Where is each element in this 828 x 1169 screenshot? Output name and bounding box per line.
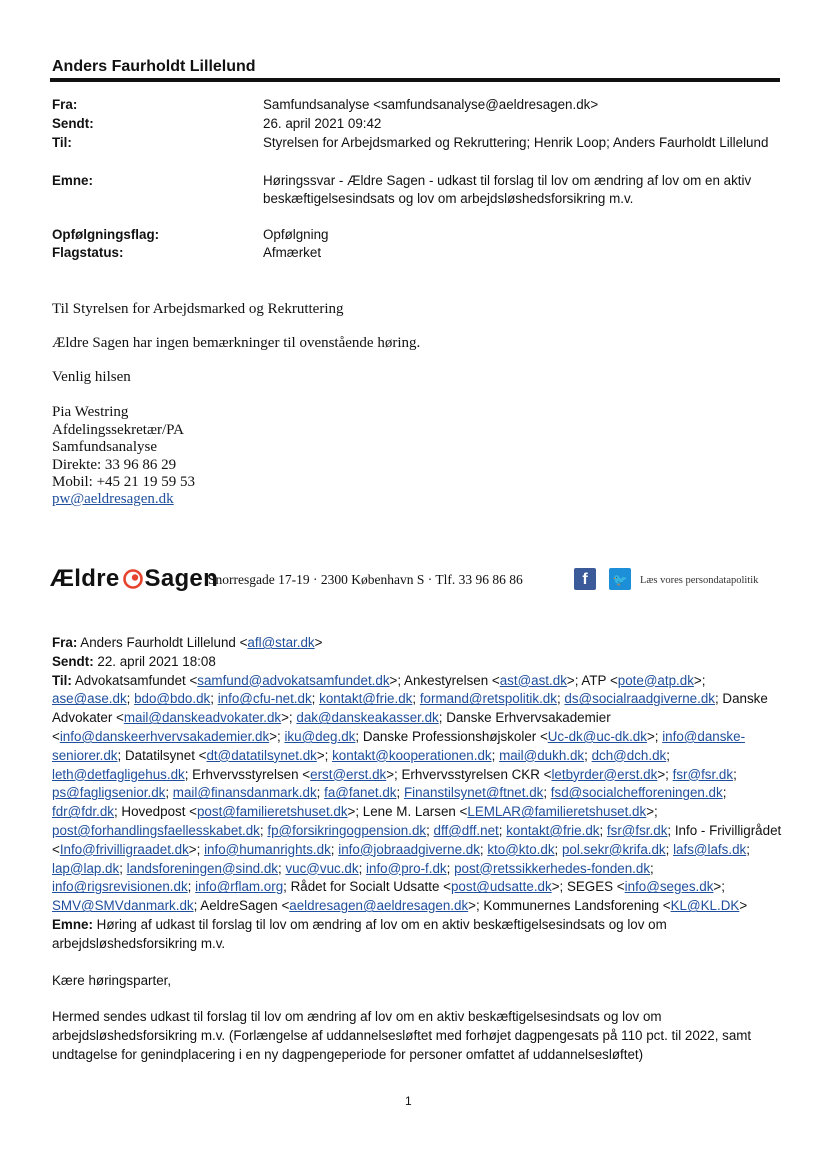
recipient-email-link[interactable]: SMV@SMVdanmark.dk xyxy=(52,898,194,914)
recipient-text: ; xyxy=(722,785,727,801)
recipient-text: ; Hovedpost < xyxy=(113,804,197,820)
recipient-text: ; Danske Erhvervsakademier < xyxy=(52,710,611,744)
message-body: Ældre Sagen har ingen bemærkninger til ovenstående høring. xyxy=(52,335,421,351)
meta-sent-label: Sendt: xyxy=(52,116,94,131)
recipient-text: ; xyxy=(210,691,218,707)
recipient-email-link[interactable]: bdo@bdo.dk xyxy=(134,691,211,707)
message-greeting: Til Styrelsen for Arbejdsmarked og Rekruttering xyxy=(52,301,344,317)
forwarded-subject-line xyxy=(52,916,782,954)
recipient-text: ; Info - Frivilligrådet < xyxy=(52,822,782,857)
recipient-text: >; xyxy=(657,766,673,782)
signature-title: Afdelingssekretær/PA xyxy=(52,422,184,438)
recipient-email-link[interactable]: pol.sekr@krifa.dk xyxy=(561,841,666,857)
recipient-email-link[interactable]: post@familieretshuset.dk xyxy=(196,804,348,820)
forwarded-subject-label: Emne: xyxy=(52,916,93,932)
sender-name: Anders Faurholdt Lillelund xyxy=(52,58,256,75)
recipient-email-link[interactable]: info@seges.dk xyxy=(624,879,714,895)
logo-word-right: Sagen xyxy=(144,565,219,592)
recipient-text: ; Danske Professionshøjskoler < xyxy=(355,728,548,744)
recipient-email-link[interactable]: LEMLAR@familieretshuset.dk xyxy=(467,804,647,820)
recipient-text: ; xyxy=(665,841,674,857)
meta-from-row xyxy=(52,96,782,114)
recipient-email-link[interactable]: formand@retspolitik.dk xyxy=(419,691,557,707)
recipient-text: >; xyxy=(281,710,297,726)
recipient-text: ; Datatilsynet < xyxy=(117,747,207,763)
forwarded-subject-value: Høring af udkast til forslag til lov om ændring af lov om en aktiv beskæftigelsesindsats og lov om arbejdsløshedsforsikring m.v. xyxy=(52,916,667,951)
recipient-text: ; xyxy=(119,860,127,876)
recipient-text: >; xyxy=(188,841,205,857)
recipient-email-link[interactable]: lap@lap.dk xyxy=(52,860,120,876)
recipient-text: ; xyxy=(126,691,135,707)
meta-from-label: Fra: xyxy=(52,97,78,112)
logo-word-left: Ældre xyxy=(50,565,120,592)
recipient-text: >; Lene M. Larsen < xyxy=(347,804,468,820)
meta-subject-value: Høringssvar - Ældre Sagen - udkast til forslag til lov om ændring af lov om en aktiv beskæftigelsesindsats og lov om arbejdsløshedsforsikring m.v. xyxy=(263,173,752,206)
recipient-email-link[interactable]: iku@deg.dk xyxy=(284,728,356,744)
recipient-text: ; xyxy=(556,691,565,707)
recipient-text: ; AeldreSagen < xyxy=(193,898,290,914)
meta-flagstatus-row xyxy=(52,244,782,262)
recipient-text: ; xyxy=(666,747,670,763)
recipient-email-link[interactable]: info@pro-f.dk xyxy=(366,860,447,876)
recipient-text: Advokatsamfundet < xyxy=(71,672,198,688)
recipient-email-link[interactable]: kontakt@frie.dk xyxy=(319,691,413,707)
forwarded-recipients xyxy=(52,672,782,916)
recipient-text: ; Danske Advokater < xyxy=(52,691,768,726)
recipient-text: >; xyxy=(693,672,706,688)
recipient-text: ; xyxy=(277,860,286,876)
recipient-email-link[interactable]: post@retssikkerhedes-fonden.dk xyxy=(454,860,651,876)
recipient-email-link[interactable]: fsr@fsr.dk xyxy=(606,822,668,838)
recipient-text: >; SEGES < xyxy=(551,879,625,895)
forwarded-body: Hermed sendes udkast til forslag til lov om ændring af lov om en aktiv beskæftigelsesindsats og lov om arbejdsløshedsforsikring m.v. (Forlængelse af uddannelsesløftet med forhøjet dagpengesats på 110 pct. til 2022, samt undtagelse for genindplacering i en ny dagpengeperiode for personer omfattet af uddannelsesløftet) xyxy=(52,1009,752,1062)
meta-flag-row xyxy=(52,226,782,244)
recipient-text: ; xyxy=(584,747,592,763)
meta-from-value: Samfundsanalyse <samfundsanalyse@aeldresagen.dk> xyxy=(263,97,599,112)
meta-flag-label: Opfølgningsflag: xyxy=(52,227,160,242)
meta-flag-value: Opfølgning xyxy=(263,227,329,242)
recipient-email-link[interactable]: ast@ast.dk xyxy=(499,672,567,688)
forwarded-from-name: Anders Faurholdt Lillelund < xyxy=(80,635,248,650)
signature-mobile: Mobil: +45 21 19 59 53 xyxy=(52,474,196,490)
recipient-email-link[interactable]: dff@dff.net xyxy=(433,822,499,838)
signature-name: Pia Westring xyxy=(52,404,129,420)
signature-direct-phone: Direkte: 33 96 86 29 xyxy=(52,457,177,473)
recipient-text: ; xyxy=(396,785,404,801)
header-rule xyxy=(50,78,780,82)
recipient-text: ; xyxy=(187,879,196,895)
signature-department: Samfundsanalyse xyxy=(52,439,157,455)
recipient-email-link[interactable]: dch@dch.dk xyxy=(591,747,667,763)
recipient-text: ; xyxy=(316,785,325,801)
recipient-email-link[interactable]: mail@finansdanmark.dk xyxy=(172,785,317,801)
recipient-text: >; xyxy=(646,728,663,744)
forwarded-message xyxy=(52,634,782,1065)
recipient-text: >; Kommunernes Landsforening < xyxy=(468,898,671,914)
recipient-email-link[interactable]: KL@KL.DK xyxy=(670,898,740,914)
recipient-text: ; Erhvervsstyrelsen < xyxy=(184,766,311,782)
recipient-email-link[interactable]: pote@atp.dk xyxy=(617,672,694,688)
recipient-text: ; xyxy=(599,822,607,838)
recipient-email-link[interactable]: aeldresagen@aeldresagen.dk xyxy=(289,898,469,914)
recipient-text: ; xyxy=(479,841,488,857)
recipient-email-link[interactable]: ds@socialraadgiverne.dk xyxy=(564,691,715,707)
meta-sent-row xyxy=(52,115,782,133)
recipient-email-link[interactable]: info@cfu-net.dk xyxy=(217,691,312,707)
recipient-email-link[interactable]: info@rflam.org xyxy=(195,879,284,895)
forwarded-sent-line xyxy=(52,653,782,672)
recipient-email-link[interactable]: fdr@fdr.dk xyxy=(52,804,114,820)
recipient-email-link[interactable]: info@jobraadgiverne.dk xyxy=(338,841,480,857)
recipient-text: ; xyxy=(733,766,737,782)
recipient-text: ; xyxy=(554,841,562,857)
forwarded-to-label: Til: xyxy=(52,672,72,688)
recipient-text: > xyxy=(739,898,748,914)
recipient-email-link[interactable]: leth@detfagligehus.dk xyxy=(52,766,185,782)
page-number: 1 xyxy=(405,1094,412,1108)
recipient-email-link[interactable]: mail@dukh.dk xyxy=(499,747,585,763)
recipient-email-link[interactable]: Info@frivilligraadet.dk xyxy=(59,841,189,857)
recipient-email-link[interactable]: fsr@fsr.dk xyxy=(672,766,734,782)
recipient-text: ; xyxy=(311,691,320,707)
forwarded-sent-value: 22. april 2021 18:08 xyxy=(97,653,216,669)
recipient-text: >; xyxy=(713,879,725,895)
forwarded-from-label: Fra: xyxy=(52,635,78,650)
meta-subject-row xyxy=(52,172,782,208)
forwarded-sent-label: Sendt: xyxy=(52,653,94,669)
forwarded-from-line xyxy=(52,634,782,653)
meta-subject-label: Emne: xyxy=(52,173,93,188)
privacy-policy-link[interactable]: Læs vores persondatapolitik xyxy=(640,575,759,586)
meta-to-label: Til: xyxy=(52,135,72,150)
meta-to-row xyxy=(52,134,782,170)
recipient-text: >; Ankestyrelsen < xyxy=(389,672,500,688)
recipient-email-link[interactable]: dak@danskeakasser.dk xyxy=(296,710,439,726)
message-closing: Venlig hilsen xyxy=(52,369,131,385)
forwarded-from-email-link[interactable]: afl@star.dk xyxy=(247,635,315,650)
recipient-text: >; xyxy=(269,728,285,744)
recipient-text: ; Rådet for Socialt Udsatte < xyxy=(283,879,451,895)
recipient-email-link[interactable]: info@danske-seniorer.dk xyxy=(52,728,746,763)
recipient-text: ; xyxy=(543,785,551,801)
recipient-text: ; xyxy=(412,691,420,707)
recipient-text: ; xyxy=(446,860,455,876)
recipient-text: ; xyxy=(358,860,367,876)
meta-flagstatus-label: Flagstatus: xyxy=(52,245,124,260)
recipient-email-link[interactable]: kontakt@kooperationen.dk xyxy=(332,747,492,763)
recipient-email-link[interactable]: lafs@lafs.dk xyxy=(673,841,747,857)
meta-flagstatus-value: Afmærket xyxy=(263,245,322,260)
meta-sent-value: 26. april 2021 09:42 xyxy=(263,116,382,131)
recipient-email-link[interactable]: vuc@vuc.dk xyxy=(285,860,359,876)
recipient-email-link[interactable]: post@forhandlingsfaellesskabet.dk xyxy=(52,822,260,838)
recipient-email-link[interactable]: Finanstilsynet@ftnet.dk xyxy=(403,785,544,801)
recipient-text: ; xyxy=(491,747,500,763)
recipient-email-link[interactable]: post@udsatte.dk xyxy=(450,879,552,895)
recipient-email-link[interactable]: samfund@advokatsamfundet.dk xyxy=(197,672,390,688)
recipient-text: ; xyxy=(746,841,750,857)
forwarded-from-end: > xyxy=(314,635,323,650)
recipient-text: ; xyxy=(650,860,654,876)
recipient-email-link[interactable]: Uc-dk@uc-dk.dk xyxy=(547,728,647,744)
recipient-text: >; ATP < xyxy=(566,672,618,688)
recipient-email-link[interactable]: erst@erst.dk xyxy=(310,766,387,782)
signature-email-link[interactable]: pw@aeldresagen.dk xyxy=(52,491,174,507)
logo-heart-icon xyxy=(123,569,143,589)
aeldre-sagen-logo xyxy=(50,563,218,595)
recipient-text: ; xyxy=(259,822,268,838)
recipient-text: ; xyxy=(498,822,507,838)
recipient-email-link[interactable]: kto@kto.dk xyxy=(487,841,555,857)
recipient-email-link[interactable]: ps@fagligsenior.dk xyxy=(52,785,166,801)
recipient-email-link[interactable]: fp@forsikringogpension.dk xyxy=(267,822,427,838)
forwarded-salutation: Kære høringsparter, xyxy=(52,972,172,988)
twitter-icon[interactable]: 🐦 xyxy=(609,568,631,590)
recipient-email-link[interactable]: info@danskeerhvervsakademier.dk xyxy=(59,728,270,744)
recipient-text: >; xyxy=(646,804,658,820)
recipient-text: ; xyxy=(426,822,434,838)
recipient-text: >; xyxy=(316,747,333,763)
recipient-text: ; xyxy=(330,841,339,857)
recipient-email-link[interactable]: info@humanrights.dk xyxy=(204,841,331,857)
recipient-email-link[interactable]: ase@ase.dk xyxy=(52,691,127,707)
recipient-email-link[interactable]: landsforeningen@sind.dk xyxy=(126,860,278,876)
facebook-icon[interactable]: f xyxy=(574,568,596,590)
recipient-email-link[interactable]: dt@datatilsynet.dk xyxy=(206,747,317,763)
recipient-email-link[interactable]: fa@fanet.dk xyxy=(324,785,397,801)
recipient-email-link[interactable]: letbyrder@erst.dk xyxy=(551,766,658,782)
recipient-text: >; Erhvervsstyrelsen CKR < xyxy=(386,766,552,782)
recipient-email-link[interactable]: fsd@socialchefforeningen.dk xyxy=(550,785,723,801)
footer-address: Snorresgade 17-19 · 2300 København S · Tlf. 33 96 86 86 xyxy=(208,572,523,587)
recipient-text: ; xyxy=(165,785,173,801)
meta-to-value: Styrelsen for Arbejdsmarked og Rekruttering; Henrik Loop; Anders Faurholdt Lillelund xyxy=(263,135,769,150)
recipient-email-link[interactable]: kontakt@frie.dk xyxy=(506,822,600,838)
recipient-email-link[interactable]: info@rigsrevisionen.dk xyxy=(52,879,188,895)
recipient-email-link[interactable]: mail@danskeadvokater.dk xyxy=(123,710,282,726)
